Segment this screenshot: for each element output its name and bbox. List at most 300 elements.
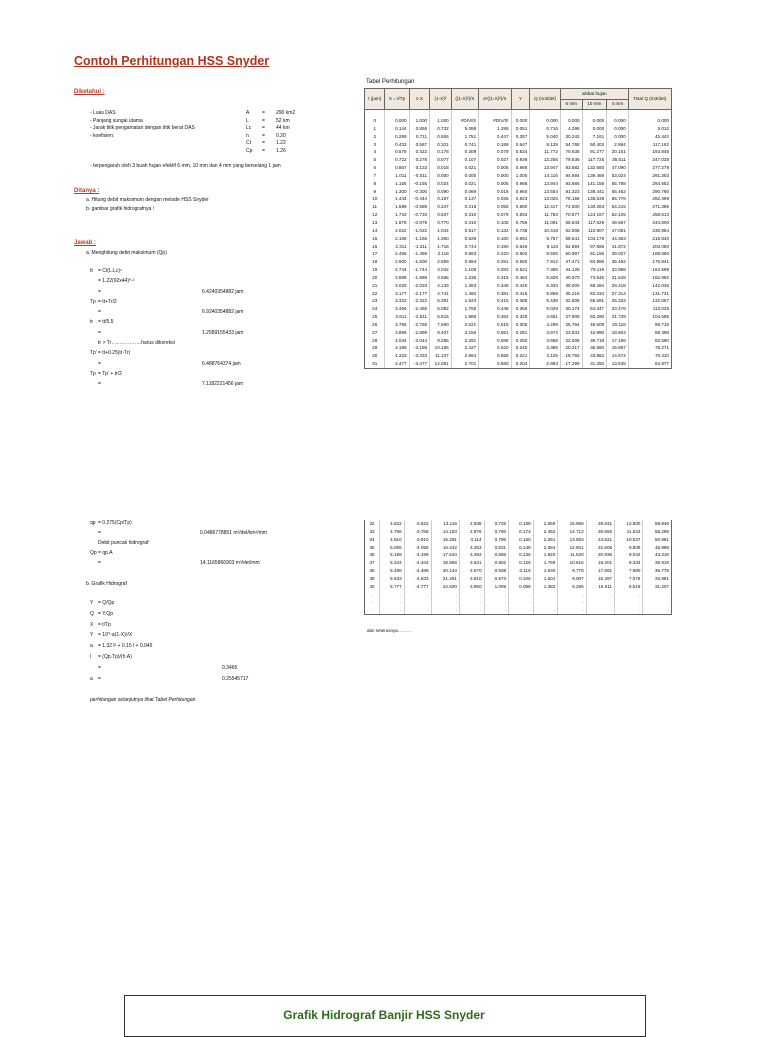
table-cell: . [643, 591, 672, 599]
table-cell: 2.559 [430, 258, 452, 266]
table-row [365, 575, 672, 583]
table-cell: 0.415 [479, 297, 511, 305]
calc-rhs: tr > Tr………………harus dikoreksi [98, 340, 175, 347]
table-cell: -3.044 [409, 337, 429, 345]
table-cell: 0.125 [509, 559, 534, 567]
table-cell: 5.777 [380, 583, 405, 591]
calc-line [90, 675, 249, 687]
table-cell: 46.509 [582, 321, 607, 329]
table-cell: 0.646 [511, 243, 530, 251]
diketahui-value: 1.26 [276, 147, 286, 154]
table-cell: 11.520 [558, 551, 586, 559]
table-cell: 9.265 [430, 337, 452, 345]
table-cell: 271.386 [628, 203, 671, 211]
diketahui-heading: Diketahui : [74, 89, 105, 95]
calc-line [90, 621, 111, 633]
table-cell: 3.668 [530, 337, 561, 345]
table-cell: 23 [365, 297, 385, 305]
table-cell: 20.836 [586, 551, 614, 559]
column-header: Y [511, 89, 530, 110]
table-cell: 25.794 [560, 321, 582, 329]
table-cell: 9.778 [558, 567, 586, 575]
table-cell: 0.356 [511, 305, 530, 313]
table-cell: 282.499 [628, 195, 671, 203]
diketahui-note: - terpengaruh oleh 3 buah hujan efektif 6 mm, 10 mm dan 4 mm yang berselang 1 jam [90, 163, 281, 169]
table-row [365, 227, 672, 235]
table-row [365, 583, 672, 591]
diketahui-label: - koefisien: [90, 132, 115, 139]
table-cell: 89.398 [628, 329, 671, 337]
diketahui-label: - Panjang sungai utama [90, 117, 143, 124]
table-cell: 193.846 [628, 148, 671, 156]
table-cell: 0.000 [607, 125, 629, 133]
column-header: X = t/Tp [385, 89, 409, 110]
table-cell: 0.585 [479, 337, 511, 345]
column-header: Total Q (m3/det) [628, 89, 671, 110]
table-cell: 117.629 [582, 219, 607, 227]
calc-rhs: = [98, 381, 101, 388]
diketahui-eq: = [262, 125, 265, 131]
diketahui-row [90, 140, 286, 148]
table-cell: 0.283 [479, 266, 511, 274]
diketahui-row [90, 132, 286, 141]
table-cell: -0.733 [409, 211, 429, 219]
table-cell: 1.444 [385, 195, 409, 203]
table-cell: 1.755 [451, 305, 478, 313]
table-cell: 0.329 [511, 313, 530, 321]
table-cell: 6.333 [530, 282, 561, 290]
table-cell: 14.183 [431, 528, 459, 536]
table-row [365, 544, 672, 552]
table-cell: -1.600 [409, 258, 429, 266]
table-cell: 0.218 [451, 203, 478, 211]
diketahui-value: 290 km2 [276, 110, 296, 116]
table-cell: -0.300 [409, 188, 429, 196]
column-header: (1-X)² [430, 89, 452, 110]
table-cell: 1.235 [451, 274, 478, 282]
table-cell: 11.763 [530, 211, 561, 219]
table-row [365, 313, 672, 321]
calc-value: 6.488764374 jam [202, 360, 241, 367]
calc-value: 1.2589155433 jam [202, 329, 244, 336]
table-cell: 139.441 [582, 188, 607, 196]
table-cell: -3.333 [409, 352, 429, 360]
calc-lhs: a [90, 643, 93, 650]
table-cell: 1.769 [533, 559, 558, 567]
table-cell: . [558, 591, 586, 599]
table-cell: 4.651 [530, 313, 561, 321]
table-row [365, 203, 672, 211]
calc-value: 0.3465 [222, 664, 238, 671]
table-cell: 5.012 [628, 125, 671, 133]
jawab-heading: Jawab : [74, 240, 97, 246]
table-cell: 11.772 [530, 148, 561, 156]
table-cell: 70.635 [560, 148, 582, 156]
table-cell: 13.545 [607, 360, 629, 368]
table-continued: dan seterusnya……… [367, 628, 412, 633]
table-cell: 0.000 [607, 133, 629, 141]
table-cell: 0.309 [451, 148, 478, 156]
calc-rhs: = 10^-a(1-X)²/X [98, 632, 133, 639]
table-cell: 1.492 [451, 290, 478, 298]
table-cell: 3.611 [385, 313, 409, 321]
table-cell: 62.508 [560, 227, 582, 235]
table-cell: . [365, 591, 380, 599]
column-header: 6 mm [560, 99, 582, 110]
table-cell: 24 [365, 305, 385, 313]
table-cell: 0.647 [511, 141, 530, 149]
table-cell: 2.261 [533, 536, 558, 544]
table-row [365, 559, 672, 567]
table-cell: 1.009 [484, 583, 509, 591]
column-header: 10 mm [582, 99, 607, 110]
table-cell: . [380, 606, 405, 614]
table-cell: 3.114 [459, 536, 484, 544]
table-cell: 0.000 [628, 110, 671, 125]
table-cell: 13.947 [530, 164, 561, 172]
table-cell: . [365, 606, 380, 614]
table-cell: -0.878 [409, 219, 429, 227]
table-cell: 11 [365, 203, 385, 211]
table-cell: 2 [365, 133, 385, 141]
table-cell: 13.554 [530, 188, 561, 196]
table-cell: 5.633 [380, 575, 405, 583]
diketahui-list [90, 110, 296, 155]
table-cell: 130.263 [582, 203, 607, 211]
table-cell: 2.166 [385, 235, 409, 243]
table-cell: 0.381 [479, 290, 511, 298]
column-header: t (jam) [365, 89, 385, 110]
table-cell: 0.760 [484, 528, 509, 536]
table-cell: 9.042 [615, 551, 643, 559]
diketahui-symbol: L [246, 117, 249, 124]
table-cell: 0.090 [430, 188, 452, 196]
table-cell: 13.026 [530, 195, 561, 203]
jawab-part-b: b. Grafik Hidrograf [86, 581, 127, 587]
table-cell: 0.190 [479, 243, 511, 251]
table-cell: 2.883 [530, 360, 561, 368]
ditanya-heading: Ditanya : [74, 188, 100, 194]
table-cell: -4.777 [404, 583, 431, 591]
table-cell: 36.779 [643, 567, 672, 575]
calc-line [90, 540, 150, 550]
table-cell: 18.750 [560, 352, 582, 360]
table-cell: 22.820 [431, 583, 459, 591]
table-cell: 32 [365, 520, 380, 528]
table-cell: 2.084 [533, 544, 558, 552]
table-cell: 2.427 [451, 344, 478, 352]
table-row [365, 329, 672, 337]
table-cell: . [558, 606, 586, 614]
table-cell: . [533, 606, 558, 614]
table-cell: 9.007 [558, 575, 586, 583]
table-cell: 0.831 [484, 544, 509, 552]
table-cell: 290.780 [628, 188, 671, 196]
table-cell: 0.691 [511, 235, 530, 243]
table-cell: 12.091 [430, 360, 452, 368]
table-cell: 0.289 [385, 133, 409, 141]
table-cell: 1.623 [451, 297, 478, 305]
table-cell: 0.716 [530, 125, 561, 133]
calc-value: 6.4240354882 jam [202, 288, 244, 295]
table-cell: 9 [365, 188, 385, 196]
calc-rhs: = qp.A [98, 550, 113, 556]
table-cell: 216.840 [628, 235, 671, 243]
table-cell: -3.477 [409, 360, 429, 368]
table-cell: 0.521 [511, 266, 530, 274]
table-cell: 1.589 [385, 203, 409, 211]
calc-line [90, 520, 132, 530]
footnote: perhitungan selanjutnya lihat Tabel Perhitungan [90, 697, 196, 703]
table-cell: -3.910 [404, 536, 431, 544]
table-cell: -2.611 [409, 313, 429, 321]
diketahui-label: - Luas DAS [90, 110, 116, 116]
table-cell: 141.156 [582, 180, 607, 188]
table-cell: . [459, 598, 484, 606]
diketahui-value: 44 km [276, 125, 290, 131]
table-cell: 14.712 [558, 528, 586, 536]
table-cell: 84.995 [582, 258, 607, 266]
table-row [365, 172, 672, 180]
diketahui-value: 1.22 [276, 140, 286, 146]
table-cell: 1.888 [451, 313, 478, 321]
table-cell: 50.997 [560, 250, 582, 258]
table-cell: 2.021 [451, 321, 478, 329]
table-row [365, 188, 672, 196]
table-cell: 29 [365, 344, 385, 352]
table-row [365, 321, 672, 329]
table-cell: 0.988 [511, 164, 530, 172]
table-cell: 30.174 [560, 305, 582, 313]
calc-rhs: = Ct(L.Lc)ⁿ [98, 268, 122, 274]
table-cell: 0.385 [511, 297, 530, 305]
table-cell: 0.204 [511, 360, 530, 368]
table-cell: 20.143 [431, 567, 459, 575]
table-cell: 0.867 [385, 164, 409, 172]
table-cell: 3.392 [459, 551, 484, 559]
table-cell: 21 [365, 282, 385, 290]
table-cell: 0.448 [479, 305, 511, 313]
table-cell: 5.088 [451, 125, 478, 133]
table-cell: 0.144 [385, 125, 409, 133]
table-cell: 0.079 [479, 148, 511, 156]
page-title: Contoh Perhitungan HSS Snyder [74, 54, 270, 68]
table-cell: 0.148 [509, 544, 534, 552]
table-cell: 15 [365, 235, 385, 243]
table-cell: 9.757 [530, 235, 561, 243]
table-cell: . [533, 598, 558, 606]
table-cell: 0.136 [509, 551, 534, 559]
table-cell: 0.005 [479, 180, 511, 188]
calc-line [90, 319, 114, 329]
table-cell: 0.069 [451, 188, 478, 196]
table-cell: 3.950 [459, 583, 484, 591]
table-cell: 2.311 [385, 243, 409, 251]
table-row [365, 148, 672, 156]
calc-lhs: Tp [90, 298, 96, 305]
table-cell: 0.107 [451, 156, 478, 164]
table-cell: 41.672 [607, 243, 629, 251]
calc-rhs: = Tp' + tr/2 [98, 370, 122, 377]
diketahui-row [90, 125, 290, 133]
table-cell: 31.207 [643, 583, 672, 591]
calc-line [90, 309, 244, 319]
table-cell: 4.477 [385, 360, 409, 368]
table-row [365, 164, 672, 172]
table-cell: 64.977 [628, 360, 671, 368]
table-cell: 0.315 [479, 274, 511, 282]
calc-value: 6.9240354882 jam [202, 309, 244, 316]
table-cell: 0.115 [509, 567, 534, 575]
table-cell: 0.410 [451, 219, 478, 227]
calc-line [90, 632, 133, 643]
table-cell: 14.672 [607, 352, 629, 360]
table-cell: 0.866 [484, 551, 509, 559]
table-cell: 20.161 [607, 148, 629, 156]
table-cell: 70.410 [628, 352, 671, 360]
table-cell: 132.560 [582, 164, 607, 172]
diketahui-eq: = [262, 147, 265, 154]
table-cell: . [643, 606, 672, 614]
table-cell: 53.024 [607, 172, 629, 180]
diketahui-value: 0.20 [276, 132, 286, 139]
calc-rhs: = [98, 329, 101, 336]
table-cell: 31.250 [582, 360, 607, 368]
column-header: 4 mm [607, 99, 629, 110]
table-cell: 0.602 [511, 250, 530, 258]
table-cell: 0.560 [511, 258, 530, 266]
table-cell: 63.334 [582, 290, 607, 298]
table-cell: 10.637 [615, 536, 643, 544]
table-row [365, 274, 672, 282]
table-cell: 0.770 [430, 219, 452, 227]
table-cell: 0.106 [509, 575, 534, 583]
table-row [365, 141, 672, 149]
table-cell: . [509, 606, 534, 614]
table-cell: 2.452 [533, 528, 558, 536]
table-cell: 7 [365, 172, 385, 180]
table-cell: 4.044 [385, 337, 409, 345]
table-cell: 0.516 [479, 321, 511, 329]
table-cell: . [459, 591, 484, 599]
table-cell: 1.000 [409, 110, 429, 125]
table-cell: 0.000 [430, 172, 452, 180]
table-row [365, 528, 672, 536]
table-cell: 14 [365, 227, 385, 235]
table-cell: 0.449 [511, 282, 530, 290]
table-cell: 0.251 [479, 258, 511, 266]
column-header: a*((1-X)²)/X [479, 89, 511, 110]
calc-lhs: l [90, 653, 92, 660]
table-cell: 1.000 [430, 110, 452, 125]
table-cell: 15.011 [586, 583, 614, 591]
table-cell: 24.521 [586, 536, 614, 544]
table-cell: 0.833 [511, 211, 530, 219]
table-cell: 0.655 [479, 352, 511, 360]
table-cell: 2.888 [385, 274, 409, 282]
calc-line [90, 329, 244, 340]
table-cell: 1 [365, 125, 385, 133]
table-cell: 203.050 [628, 243, 671, 251]
table-cell: 36.462 [607, 258, 629, 266]
table-cell: 25.334 [607, 297, 629, 305]
table-cell: 3.466 [385, 305, 409, 313]
table-cell: 0.741 [451, 141, 478, 149]
table-cell: 37 [365, 559, 380, 567]
table-cell: 3.253 [459, 544, 484, 552]
table-cell: . [615, 606, 643, 614]
table-cell: 5.488 [380, 567, 405, 575]
table-cell: 2.838 [459, 520, 484, 528]
table-cell: 7.076 [615, 575, 643, 583]
table-cell: 1.300 [385, 188, 409, 196]
table-cell: 3.531 [459, 559, 484, 567]
table-cell: 0.902 [484, 559, 509, 567]
table-cell: 26 [365, 321, 385, 329]
table-cell: 16.442 [431, 544, 459, 552]
table-cell: 4.296 [560, 125, 582, 133]
table-cell: 0.240 [511, 344, 530, 352]
table-cell: 20.317 [560, 344, 582, 352]
table-row [365, 551, 672, 559]
table-cell: 0.551 [479, 329, 511, 337]
table-row [365, 591, 672, 599]
table-cell: 12.417 [530, 203, 561, 211]
table-cell: 0.160 [479, 235, 511, 243]
calc-rhs: = tt/5.5 [98, 319, 114, 326]
table-row [365, 536, 672, 544]
table-cell: 8.295 [558, 583, 586, 591]
table-cell: 104.179 [582, 235, 607, 243]
table-cell: 2.701 [451, 360, 478, 368]
table-cell: 70.577 [560, 211, 582, 219]
ditanya-item: b. gambar grafik hidrografnya ! [86, 206, 155, 212]
table-cell: 23.831 [560, 329, 582, 337]
table-cell: 47.090 [607, 164, 629, 172]
table-cell: . [586, 591, 614, 599]
jawab-calc-2 [90, 520, 267, 570]
table-cell: 49.667 [607, 219, 629, 227]
table-cell: 96.718 [628, 321, 671, 329]
diketahui-symbol: Lc [246, 125, 252, 131]
table-cell: 4.333 [385, 352, 409, 360]
table-cell: 4.741 [430, 290, 452, 298]
table-cell: . [431, 598, 459, 606]
table-row [365, 219, 672, 227]
table-cell: 1.718 [430, 243, 452, 251]
table-cell: 54.215 [607, 203, 629, 211]
table-cell: 1.751 [451, 133, 478, 141]
table-cell: 13.116 [431, 520, 459, 528]
table-cell: 28 [365, 337, 385, 345]
table-cell: -3.188 [409, 344, 429, 352]
table-cell: 7.680 [615, 567, 643, 575]
table-cell: 117.162 [628, 141, 671, 149]
table-cell: 244.600 [628, 219, 671, 227]
ditanya-item: a. Hitung debit maksimum dengan metode HSS Snyder [86, 197, 209, 203]
table-cell: 21.461 [431, 575, 459, 583]
calc-rhs: = t/Tp [98, 621, 111, 628]
table-row [365, 266, 672, 274]
calc-rhs: = [98, 560, 101, 566]
table-cell: 3.899 [385, 329, 409, 337]
calc-value: 14.1165866903 m³/det/mm [200, 560, 260, 566]
calc-table-1 [364, 88, 672, 369]
table-cell: 3.177 [385, 290, 409, 298]
table-cell: 0.137 [451, 195, 478, 203]
table-cell: 42.990 [582, 329, 607, 337]
table-cell: 10 [365, 195, 385, 203]
